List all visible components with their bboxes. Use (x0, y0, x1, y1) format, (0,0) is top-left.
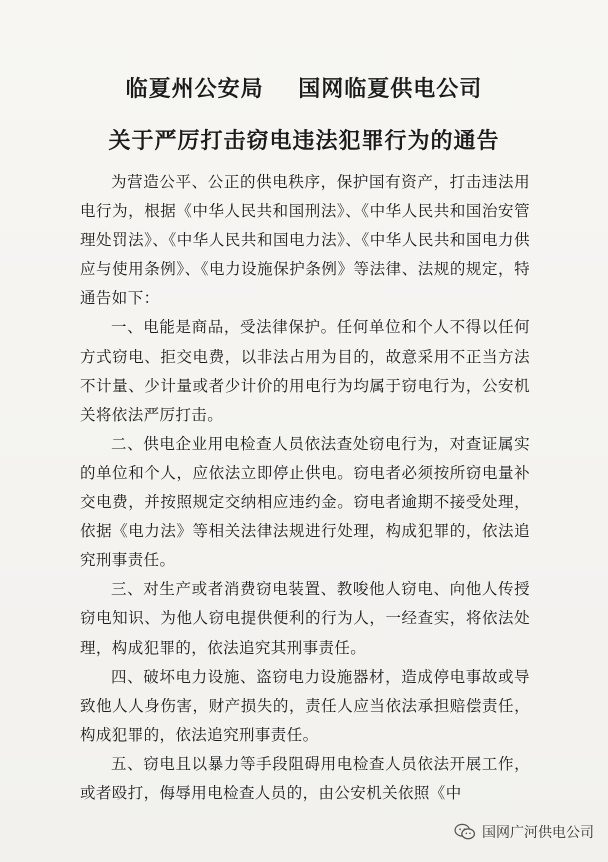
paragraph-intro: 为营造公平、公正的供电秩序，保护国有资产，打击违法用电行为，根据《中华人民共和国刑法》、《中华人民共和国治安管理处罚法》、《中华人民共和国电力法》、《中华人民共和国电力供应与使用条例》、《电力设施保护条例》等法律、法规的规定，特通告如下： (80, 173, 530, 308)
paragraph-1: 一、电能是商品，受法律保护。任何单位和个人不得以任何方式窃电、拒交电费，以非法占用为目的，故意采用不正当方法不计量、少计量或者少计价的用电行为均属于窃电行为，公安机关将依法严厉打击。 (80, 318, 530, 424)
paragraph-2: 二、供电企业用电检查人员依法查处窃电行为，对查证属实的单位和个人，应依法立即停止供电。窃电者必须按所窃电量补交电费，并按照规定交纳相应违约金。窃电者逾期不接受处理，依据《电力法》等相关法律法规进行处理，构成犯罪的，依法追究刑事责任。 (80, 434, 530, 570)
wechat-icon (454, 823, 476, 841)
paragraph-4: 四、破坏电力设施、盗窃电力设施器材，造成停电事故或导致他人人身伤害，财产损失的，责任人应当依法承担赔偿责任，构成犯罪的，依法追究刑事责任。 (80, 667, 530, 744)
paragraph-5: 五、窃电且以暴力等手段阻碍用电检查人员依法开展工作，或者殴打，侮辱用电检查人员的，由公安机关依照《中 (80, 754, 530, 802)
wechat-account-watermark (454, 822, 594, 842)
account-name: 国网广河供电公司 (482, 825, 594, 841)
notice-body (80, 168, 530, 808)
issuing-authorities: 临夏州公安局 国网临夏供电公司 (125, 77, 483, 102)
notice-title: 关于严厉打击窃电违法犯罪行为的通告 (108, 129, 500, 154)
document-header (0, 74, 608, 158)
paragraph-3: 三、对生产或者消费窃电装置、教唆他人窃电、向他人传授窃电知识、为他人窃电提供便利的行为人，一经查实，将依法处理，构成犯罪的，依法追究其刑事责任。 (80, 580, 530, 657)
